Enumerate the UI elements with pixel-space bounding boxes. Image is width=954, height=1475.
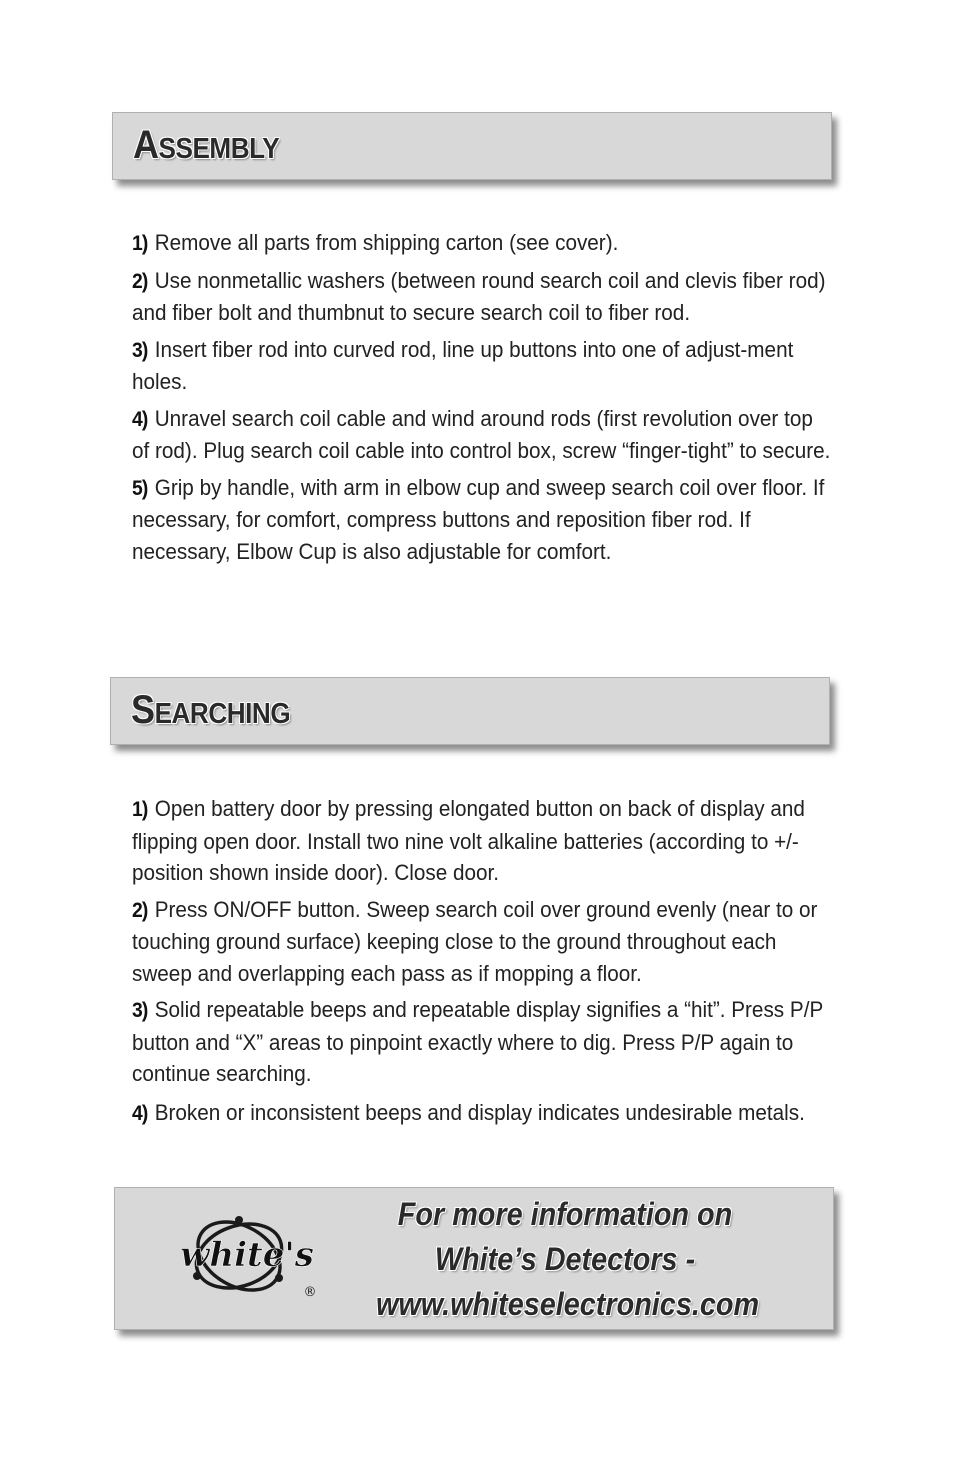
searching-title: SEARCHING: [131, 688, 291, 732]
assembly-step-2: 2) Use nonmetallic washers (between round search coil and clevis fiber rod) and fiber bolt and thumbnut to secure search coil to fiber rod.: [132, 267, 826, 325]
assembly-steps: [132, 227, 832, 572]
assembly-step-4: 4) Unravel search coil cable and wind around rods (first revolution over top of rod). Plug search coil cable into control box, screw “finger-tight” to secure.: [132, 405, 831, 463]
assembly-header: [112, 112, 832, 180]
searching-steps: [132, 793, 832, 1137]
footer-line-1: For more information on: [397, 1196, 733, 1232]
footer-message: [355, 1192, 775, 1327]
searching-step-2: 2) Press ON/OFF button. Sweep search coil over ground evenly (near to or touching ground surface) keeping close to the ground throughout each sweep and overlapping each pass as if mopping a floor.: [132, 896, 818, 986]
footer-line-2: White’s Detectors -: [434, 1241, 696, 1277]
footer-info-box: [114, 1187, 834, 1330]
whites-logo: [167, 1206, 327, 1306]
assembly-step-1: 1) Remove all parts from shipping carton (see cover).: [132, 230, 619, 255]
searching-step-3: 3) Solid repeatable beeps and repeatable display signifies a “hit”. Press P/P button and “X” areas to pinpoint exactly where to dig. Press P/P again to continue searching.: [132, 997, 823, 1086]
searching-step-4: 4) Broken or inconsistent beeps and display indicates undesirable metals.: [132, 1099, 805, 1125]
svg-text:®: ®: [303, 1285, 317, 1300]
assembly-step-5: 5) Grip by handle, with arm in elbow cup and sweep search coil over floor. If necessary, for comfort, compress buttons and reposition fiber rod. If necessary, Elbow Cup is also adjustable for comfort.: [132, 474, 825, 564]
searching-header: [110, 677, 830, 745]
assembly-step-3: 3) Insert fiber rod into curved rod, line up buttons into one of adjust-ment holes.: [132, 336, 794, 394]
footer-website-link[interactable]: www.whiteselectronics.com: [376, 1286, 760, 1322]
assembly-title: ASSEMBLY: [133, 123, 280, 167]
svg-text:white's: white's: [180, 1235, 314, 1275]
searching-step-1: 1) Open battery door by pressing elongated button on back of display and flipping open door. Install two nine volt alkaline batteries (according to +/- position shown inside door). Close door.: [132, 796, 805, 885]
